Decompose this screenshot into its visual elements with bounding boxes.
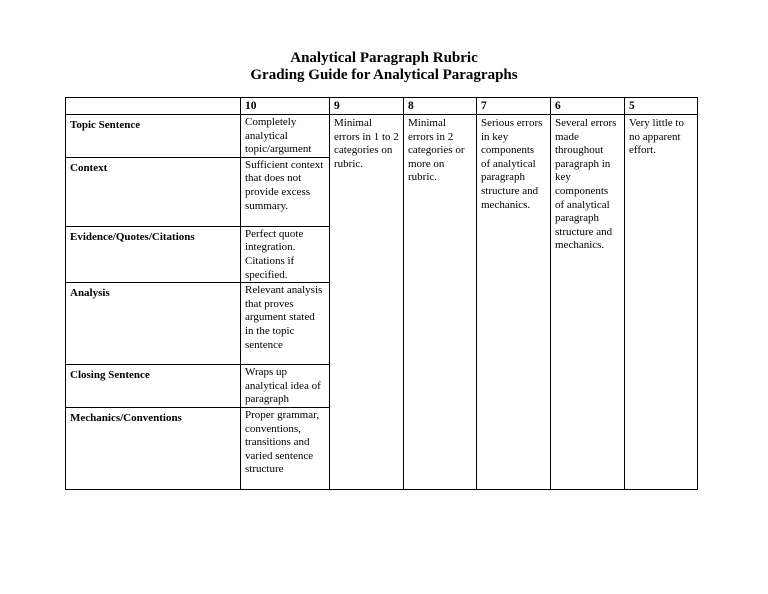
document-subtitle: Grading Guide for Analytical Paragraphs xyxy=(250,67,518,83)
score-header-9: 9 xyxy=(330,98,404,115)
rubric-table xyxy=(65,97,698,490)
criterion-label: Analysis xyxy=(66,283,241,365)
score-6-description: Several errors made throughout paragraph in key components of analytical paragraph structure and mechanics. xyxy=(551,115,625,490)
score-header-7: 7 xyxy=(477,98,551,115)
criterion-score-10: Relevant analysis that proves argument stated in the topic sentence xyxy=(241,283,330,365)
score-8-description: Minimal errors in 2 categories or more on rubric. xyxy=(404,115,477,490)
header-blank-cell xyxy=(66,98,241,115)
document-title: Analytical Paragraph Rubric xyxy=(290,50,478,66)
criterion-score-10: Sufficient context that does not provide excess summary. xyxy=(241,157,330,226)
criterion-label: Closing Sentence xyxy=(66,365,241,408)
criterion-label: Evidence/Quotes/Citations xyxy=(66,226,241,282)
criterion-score-10: Perfect quote integration. Citations if specified. xyxy=(241,226,330,282)
table-row xyxy=(66,115,698,158)
criterion-score-10: Completely analytical topic/argument xyxy=(241,115,330,158)
criterion-label: Context xyxy=(66,157,241,226)
score-7-description: Serious errors in key components of analytical paragraph structure and mechanics. xyxy=(477,115,551,490)
document-header xyxy=(0,50,768,84)
criterion-score-10: Proper grammar, conventions, transitions and varied sentence structure xyxy=(241,407,330,489)
criterion-label: Topic Sentence xyxy=(66,115,241,158)
score-header-8: 8 xyxy=(404,98,477,115)
score-header-6: 6 xyxy=(551,98,625,115)
score-header-5: 5 xyxy=(625,98,698,115)
score-header-10: 10 xyxy=(241,98,330,115)
header-row xyxy=(66,98,698,115)
score-5-description: Very little to no apparent effort. xyxy=(625,115,698,490)
score-9-description: Minimal errors in 1 to 2 categories on rubric. xyxy=(330,115,404,490)
criterion-label: Mechanics/Conventions xyxy=(66,407,241,489)
criterion-score-10: Wraps up analytical idea of paragraph xyxy=(241,365,330,408)
